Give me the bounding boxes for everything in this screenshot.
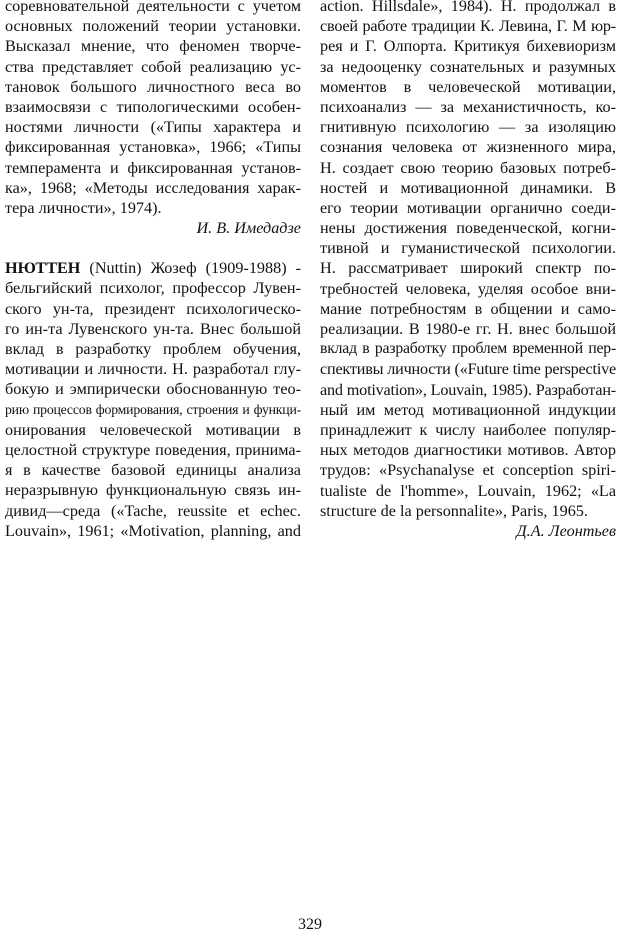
text-line: трудов: «Psychanalyse et conception spiri- bbox=[320, 461, 616, 480]
entry-first-line bbox=[5, 258, 301, 278]
text-line: нены достижения поведенческой, когни- bbox=[320, 219, 616, 238]
text-line: ностей и мотивационной динамики. В bbox=[320, 178, 616, 197]
entry-headword: НЮТТЕН bbox=[5, 259, 81, 278]
text-line: онирования человеческой мотивации в bbox=[5, 420, 301, 439]
text-line: основных положений теории установки. bbox=[5, 17, 301, 36]
text-line: его теории мотивации органично соеди- bbox=[320, 198, 616, 217]
text-line: я в качестве базовой единицы анализа bbox=[5, 461, 301, 480]
text-line: рию процессов формирования, строения и функци- bbox=[5, 401, 301, 417]
text-line: Н. рассматривает широкий спектр по- bbox=[320, 259, 616, 278]
text-line: принадлежит к числу наиболее популяр- bbox=[320, 420, 616, 439]
text-line: соревновательной деятельности с учетом bbox=[5, 0, 301, 15]
text-line: бельгийский психолог, профессор Лувен- bbox=[5, 279, 301, 298]
text-line: мание потребностям в общении и само- bbox=[320, 299, 616, 318]
text-line: ства представляет собой реализацию ус- bbox=[5, 57, 301, 76]
text-line: tualiste de l'homme», Louvain, 1962; «La bbox=[320, 481, 616, 500]
text-line: темперамента и фиксированная установ- bbox=[5, 158, 301, 177]
text-line: тивной и гуманистической психологии. bbox=[320, 239, 616, 258]
text-line: целостной структуре поведения, принима- bbox=[5, 440, 301, 459]
text-line: вклад в разработку проблем временной пер- bbox=[320, 340, 616, 358]
text-line: моментов в человеческой мотивации, bbox=[320, 77, 616, 96]
entry-author: Д.А. Леонтьев bbox=[516, 521, 616, 540]
text-line: неразрывную функциональную связь ин- bbox=[5, 481, 301, 500]
text-line: ный им метод мотивационной индукции bbox=[320, 400, 616, 419]
text-line: ского ун-та, президент психологическо- bbox=[5, 299, 301, 318]
text-line: Louvain», 1961; «Motivation, planning, and bbox=[5, 521, 301, 540]
previous-entry-continuation bbox=[5, 0, 301, 238]
text-line: and motivation», Louvain, 1985). Разработан- bbox=[320, 380, 616, 399]
text-line: ных методов диагностики мотивов. Автор bbox=[320, 441, 616, 460]
text-line: action. Hillsdale», 1984). Н. продолжал в bbox=[320, 0, 616, 15]
entry-first-line-text: (Nuttin) Жозеф (1909-1988) - bbox=[80, 259, 301, 278]
text-line: требностей человека, уделяя особое вни- bbox=[320, 279, 616, 298]
text-line: тера личности», 1974). bbox=[5, 198, 162, 217]
right-column bbox=[320, 0, 616, 541]
text-line: своей работе традиции К. Левина, Г. М юр- bbox=[320, 17, 616, 36]
text-line: рея и Г. Олпорта. Критикуя бихевиоризм bbox=[320, 37, 616, 56]
text-line: Высказал мнение, что феномен творче- bbox=[5, 37, 301, 56]
text-line: вклад в разработку проблем обучения, bbox=[5, 340, 301, 358]
text-line: взаимосвязи с типологическими особен- bbox=[5, 97, 301, 116]
left-column bbox=[5, 0, 301, 541]
text-line: structure de la personnalite», Paris, 1965. bbox=[320, 501, 588, 520]
entry-author: И. В. Имедадзе bbox=[196, 219, 301, 238]
text-line: бокую и эмпирически обоснованную тео- bbox=[5, 380, 301, 399]
text-line: за недооценку сознательных и разумных bbox=[320, 57, 616, 76]
text-line: ка», 1968; «Методы исследования харак- bbox=[5, 178, 301, 197]
entry-nuttin bbox=[5, 258, 301, 541]
text-line: Н. создает свою теорию базовых потреб- bbox=[320, 158, 616, 177]
entry-spacer bbox=[5, 238, 301, 258]
text-line: мотивации и личности. Н. разработал глу- bbox=[5, 360, 301, 379]
text-line: психоанализ — за механистичность, ко- bbox=[320, 97, 616, 116]
text-line: го ин-та Лувенского ун-та. Внес большой bbox=[5, 319, 301, 338]
page-number: 329 bbox=[298, 916, 322, 933]
text-line: спективы личности («Future time perspective bbox=[320, 360, 616, 379]
text-line: ностями личности («Типы характера и bbox=[5, 118, 301, 137]
text-line: тановок большого личностного веса во bbox=[5, 77, 301, 96]
text-line: сознания человека от жизненного мира, bbox=[320, 138, 616, 157]
text-line: фиксированная установка», 1966; «Типы bbox=[5, 138, 301, 157]
text-line: реализации. В 1980-е гг. Н. внес большой bbox=[320, 320, 616, 338]
text-line: дивид—среда («Tache, reussite et echec. bbox=[5, 501, 301, 520]
text-line: гнитивную психологию — за изоляцию bbox=[320, 118, 616, 137]
